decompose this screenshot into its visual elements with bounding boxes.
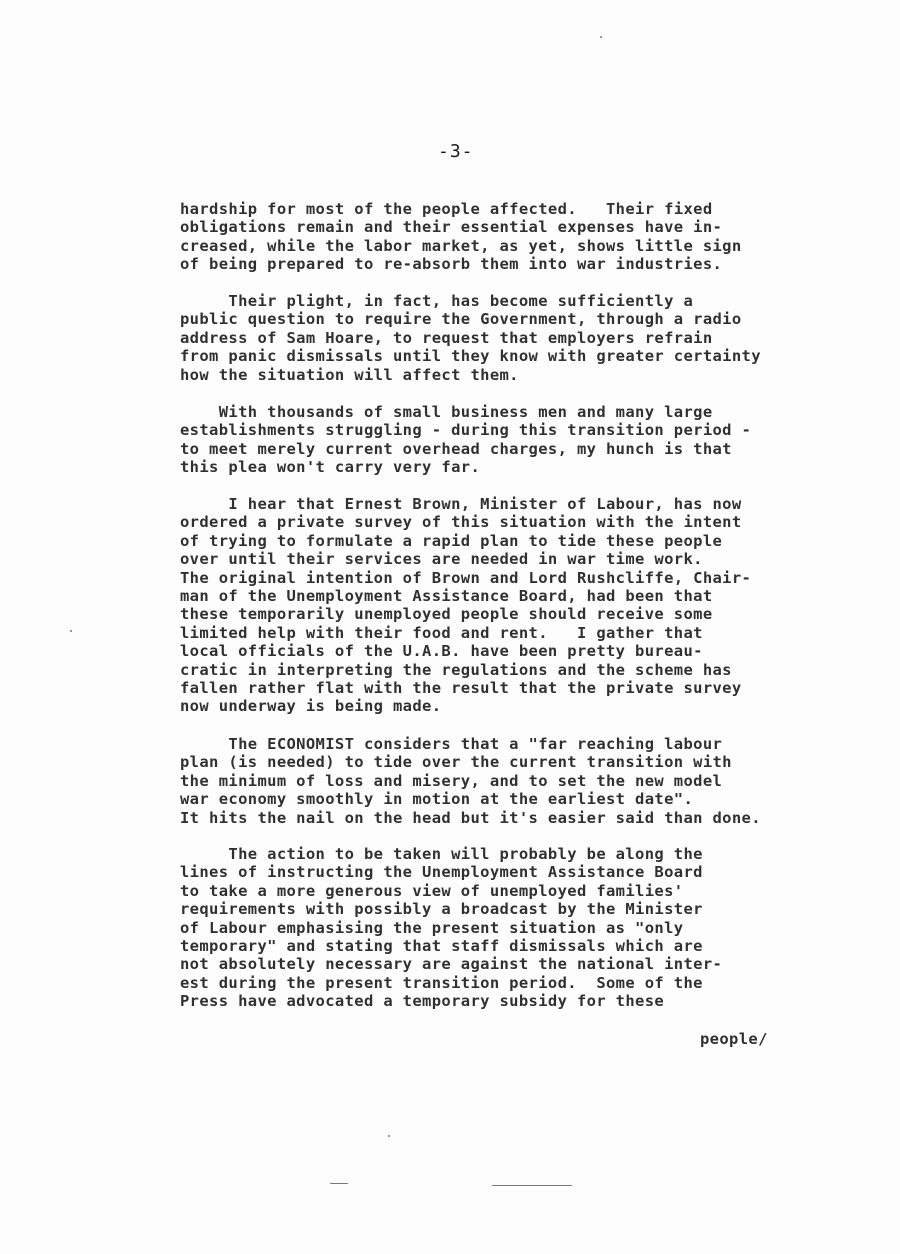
- text-line: to meet merely current overhead charges, my hunch is that: [180, 439, 732, 458]
- text-line: fallen rather flat with the result that the private survey: [180, 679, 742, 697]
- text-line: of being prepared to re-absorb them into war industries.: [180, 255, 723, 274]
- text-line: Press have advocated a temporary subsidy for these: [180, 992, 665, 1011]
- text-line: obligations remain and their essential expenses have in-: [180, 218, 723, 237]
- text-line: of Labour emphasising the present situation as "only: [180, 918, 684, 937]
- page-number: -3-: [438, 141, 474, 162]
- text-line: temporary" and stating that staff dismissals which are: [180, 937, 703, 955]
- text-line: address of Sam Hoare, to request that employers refrain: [180, 328, 713, 347]
- scan-speck: [492, 1185, 572, 1186]
- text-line: plan (is needed) to tide over the current transition with: [180, 753, 732, 772]
- scan-speck: [388, 1135, 390, 1137]
- text-line: from panic dismissals until they know with greater certainty: [180, 347, 761, 366]
- scan-speck: [330, 1183, 348, 1184]
- text-line: war economy smoothly in motion at the earliest date".: [180, 790, 694, 809]
- text-line: these temporarily unemployed people should receive some: [180, 605, 713, 624]
- text-line: this plea won't carry very far.: [180, 458, 481, 477]
- text-line: how the situation will affect them.: [180, 365, 519, 384]
- text-line: limited help with their food and rent. I gather that: [180, 623, 703, 642]
- text-line: local officials of the U.A.B. have been pretty bureau-: [180, 642, 703, 661]
- text-line: ordered a private survey of this situation with the intent: [180, 513, 742, 532]
- text-line: cratic in interpreting the regulations and the scheme has: [180, 660, 732, 679]
- text-line: hardship for most of the people affected. Their fixed: [180, 200, 713, 218]
- text-line: not absolutely necessary are against the national inter-: [180, 955, 723, 974]
- text-line: the minimum of loss and misery, and to set the new model: [180, 771, 723, 790]
- text-line: of trying to formulate a rapid plan to tide these people: [180, 531, 723, 550]
- text-line: It hits the nail on the head but it's easier said than done.: [180, 808, 761, 827]
- text-line: The action to be taken will probably be along the: [180, 845, 703, 863]
- scan-speck: [70, 630, 72, 632]
- text-line: public question to require the Government, through a radio: [180, 310, 742, 329]
- text-line: establishments struggling - during this transition period -: [180, 421, 752, 440]
- text-line: With thousands of small business men and many large: [180, 403, 713, 421]
- text-line: I hear that Ernest Brown, Minister of Labour, has now: [180, 495, 742, 513]
- text-line: to take a more generous view of unemployed families': [180, 881, 684, 900]
- text-line: The original intention of Brown and Lord Rushcliffe, Chair-: [180, 568, 752, 587]
- text-line: requirements with possibly a broadcast by the Minister: [180, 900, 703, 919]
- text-line: creased, while the labor market, as yet, shows little sign: [180, 236, 742, 255]
- text-line: est during the present transition period. Some of the: [180, 973, 703, 992]
- text-line: man of the Unemployment Assistance Board, had been that: [180, 587, 713, 605]
- text-line: The ECONOMIST considers that a "far reaching labour: [180, 735, 723, 753]
- scan-speck: [600, 36, 602, 38]
- text-line: now underway is being made.: [180, 697, 442, 716]
- continuation-word: people/: [700, 1030, 768, 1048]
- text-line: Their plight, in fact, has become sufficiently a: [180, 292, 694, 310]
- text-line: lines of instructing the Unemployment Assistance Board: [180, 863, 703, 882]
- text-line: over until their services are needed in war time work.: [180, 550, 703, 569]
